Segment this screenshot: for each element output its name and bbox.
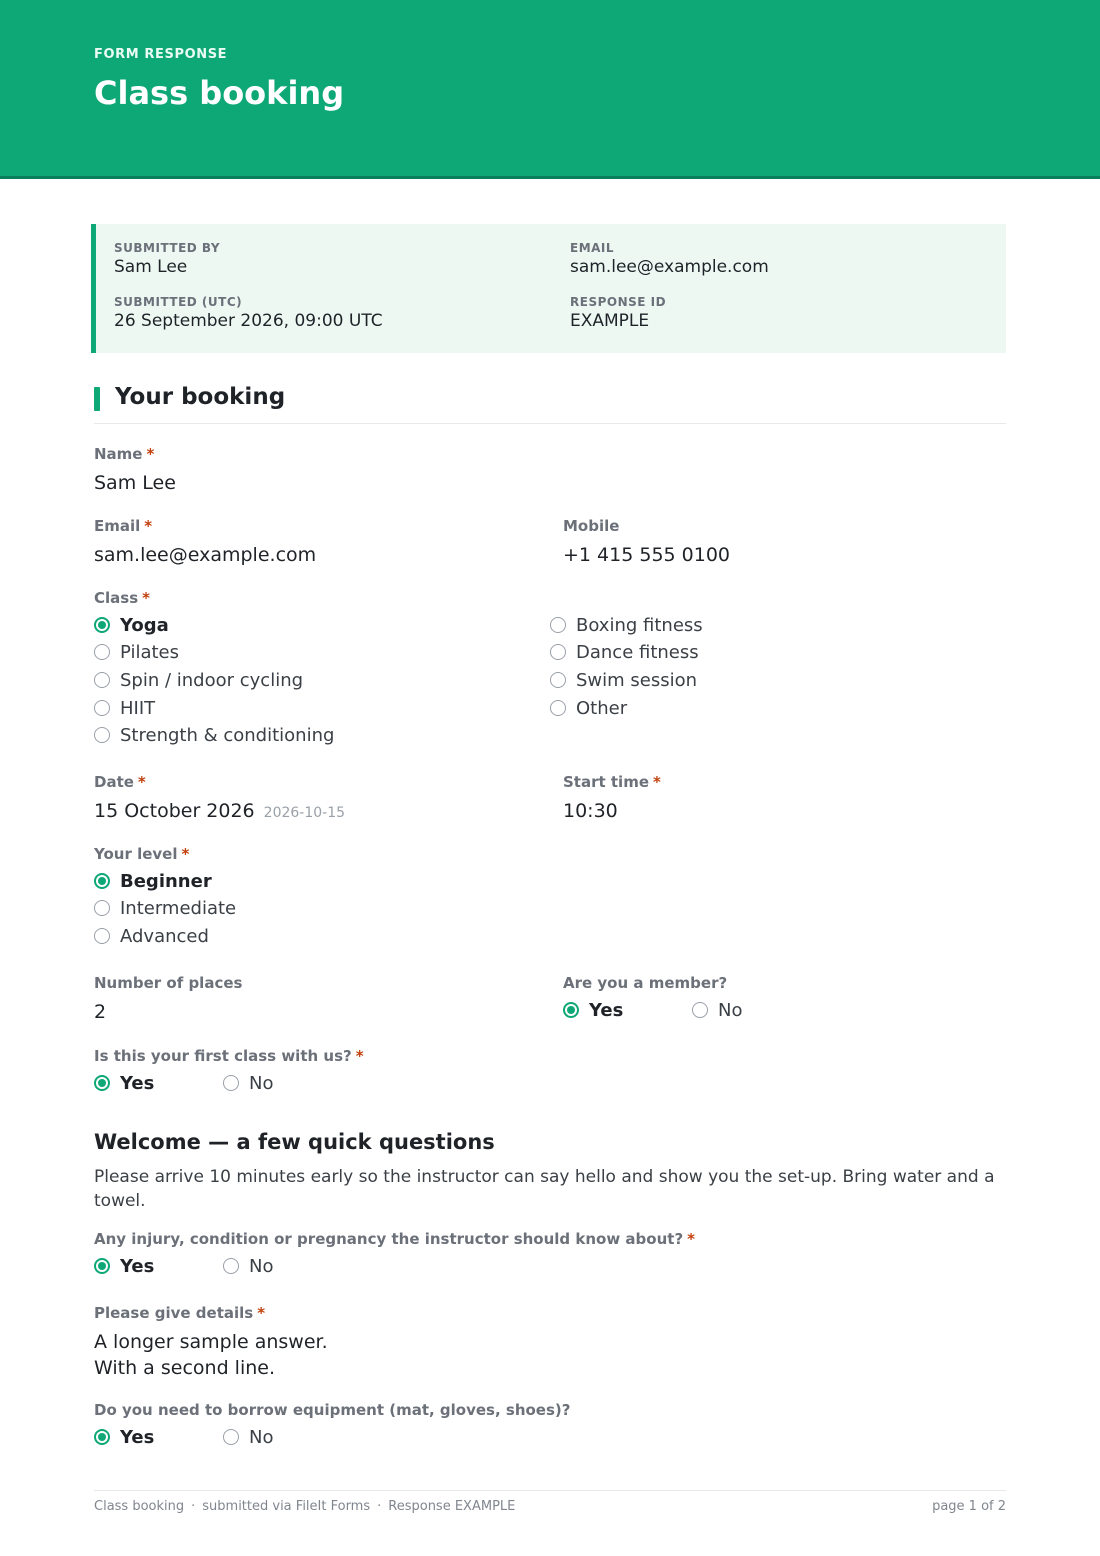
field-label: Class * [94,589,150,607]
option-label: Boxing fitness [576,614,703,636]
meta-label: SUBMITTED (UTC) [114,295,243,309]
meta-value: sam.lee@example.com [570,257,769,277]
meta-value: EXAMPLE [570,311,650,331]
required-marker: * [653,773,661,791]
field-label: Name * [94,445,155,463]
section-heading [94,384,1006,424]
required-marker: * [687,1230,696,1248]
option-label: Yes [589,999,624,1021]
option-label: Yes [120,1072,155,1094]
page-title: Class booking [94,74,345,112]
field-first-class [94,1046,364,1066]
date-iso: 2026-10-15 [263,805,346,821]
field-places [94,973,242,1025]
meta-value: Sam Lee [114,257,188,277]
header-kicker: FORM RESPONSE [94,47,228,62]
required-marker: * [257,1304,266,1322]
level-option-advanced[interactable] [94,925,209,947]
footer-via: submitted via FileIt Forms [202,1499,371,1514]
option-label: Beginner [120,870,212,892]
field-value [94,798,345,826]
radio-unchecked-icon [94,700,110,716]
field-label: Start time * [563,773,661,791]
equipment-option-no[interactable] [223,1426,273,1448]
field-date [94,772,345,826]
option-label: Advanced [120,925,209,947]
field-label: Number of places [94,974,243,992]
class-option-hiit[interactable] [94,697,155,719]
option-label: Pilates [120,641,180,663]
radio-unchecked-icon [94,644,110,660]
first-class-option-yes[interactable] [94,1072,154,1094]
option-label: Yoga [120,614,169,636]
required-marker: * [137,773,146,791]
date-display: 15 October 2026 [94,800,255,822]
field-label: Please give details * [94,1304,266,1322]
radio-checked-icon [94,1429,110,1445]
option-label: No [249,1072,274,1094]
radio-unchecked-icon [94,727,110,743]
field-injury [94,1229,695,1249]
radio-unchecked-icon [94,928,110,944]
radio-checked-icon [94,873,110,889]
field-label: Your level * [94,845,190,863]
field-email [94,516,316,568]
option-label: HIIT [120,697,156,719]
option-label: No [718,999,743,1021]
section-accent-bar [94,387,100,411]
radio-checked-icon [563,1002,579,1018]
level-option-beginner[interactable] [94,870,212,892]
field-start-time [563,772,661,824]
field-value: +1 415 555 0100 [563,544,731,566]
meta-label: RESPONSE ID [570,295,667,309]
radio-unchecked-icon [94,672,110,688]
radio-checked-icon [94,617,110,633]
field-value: sam.lee@example.com [94,544,317,566]
equipment-option-yes[interactable] [94,1426,154,1448]
injury-option-no[interactable] [223,1255,273,1277]
section-title: Your booking [115,384,286,410]
option-label: No [249,1255,274,1277]
radio-unchecked-icon [550,644,566,660]
footer-separator: · [377,1499,382,1514]
option-label: Dance fitness [576,641,699,663]
field-value: Sam Lee [94,472,176,494]
option-label: Spin / indoor cycling [120,669,304,691]
class-option-pilates[interactable] [94,641,179,663]
option-label: Other [576,697,628,719]
meta-submitted-by [114,241,220,277]
field-details [94,1303,328,1381]
radio-unchecked-icon [550,700,566,716]
footer-separator: · [191,1499,196,1514]
footer-response: Response EXAMPLE [388,1499,516,1514]
radio-unchecked-icon [550,617,566,633]
field-equipment [94,1400,570,1420]
class-option-spin[interactable] [94,669,303,691]
form-header [0,0,1100,179]
first-class-option-no[interactable] [223,1072,273,1094]
submission-meta-panel [91,224,1006,353]
page-footer [94,1490,1006,1514]
meta-email [570,241,769,277]
radio-unchecked-icon [223,1429,239,1445]
option-label: Intermediate [120,897,237,919]
required-marker: * [355,1047,364,1065]
radio-checked-icon [94,1075,110,1091]
field-value: 2 [94,1001,107,1023]
member-option-yes[interactable] [563,999,623,1021]
field-label: Email * [94,517,153,535]
field-mobile [563,516,730,568]
field-value: 10:30 [563,800,618,822]
field-class [94,588,150,608]
meta-label: SUBMITTED BY [114,241,221,255]
radio-unchecked-icon [223,1075,239,1091]
required-marker: * [142,589,150,607]
injury-option-yes[interactable] [94,1255,154,1277]
class-option-other[interactable] [550,697,627,719]
meta-label: EMAIL [570,241,615,255]
option-label: Yes [120,1255,155,1277]
field-label: Date * [94,773,146,791]
footer-page-number: page 1 of 2 [932,1499,1006,1514]
field-label: Mobile [563,517,620,535]
field-value: A longer sample answer. With a second line. [94,1331,328,1379]
required-marker: * [146,445,155,463]
class-option-dance[interactable] [550,641,699,663]
meta-submitted-utc [114,295,383,331]
radio-unchecked-icon [692,1002,708,1018]
option-label: Yes [120,1426,155,1448]
radio-unchecked-icon [94,900,110,916]
class-option-strength[interactable] [94,724,334,746]
welcome-text: Please arrive 10 minutes early so the instructor can say hello and show you the set-up. Bring water and a towel. [94,1167,995,1211]
meta-value: 26 September 2026, 09:00 UTC [114,311,383,331]
class-option-boxing[interactable] [550,614,703,636]
radio-checked-icon [94,1258,110,1274]
radio-unchecked-icon [550,672,566,688]
field-label: Any injury, condition or pregnancy the instructor should know about? * [94,1230,696,1248]
level-option-intermediate[interactable] [94,897,236,919]
member-option-no[interactable] [692,999,742,1021]
welcome-title: Welcome — a few quick questions [94,1130,495,1154]
class-option-yoga[interactable] [94,614,169,636]
field-label: Are you a member? [563,974,728,992]
option-label: No [249,1426,274,1448]
required-marker: * [181,845,190,863]
field-label: Do you need to borrow equipment (mat, gloves, shoes)? [94,1401,571,1419]
field-name [94,444,176,496]
field-label: Is this your first class with us? * [94,1047,364,1065]
field-level [94,844,189,864]
class-option-swim[interactable] [550,669,697,691]
field-member [563,973,727,993]
option-label: Swim session [576,669,698,691]
option-label: Strength & conditioning [120,724,335,746]
required-marker: * [144,517,153,535]
radio-unchecked-icon [223,1258,239,1274]
footer-form-name: Class booking [94,1499,185,1514]
meta-response-id [570,295,666,331]
